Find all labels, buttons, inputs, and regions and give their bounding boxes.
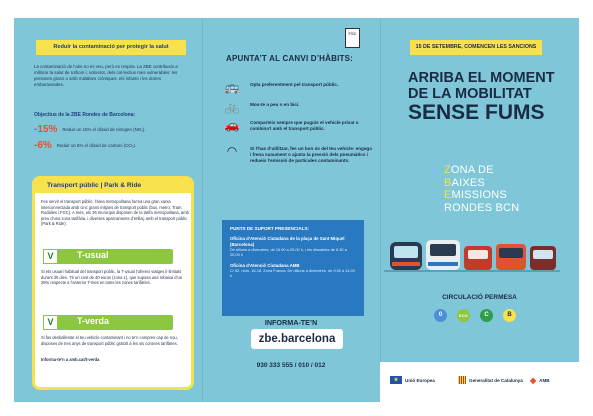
habit-item — [222, 80, 372, 94]
habit-text: Comparteix sempre que puguis el vehicle privat o combina’l amb el transport públic. — [250, 120, 359, 132]
panel-middle — [202, 18, 380, 402]
zbe-acronym — [444, 164, 519, 214]
headline-line: ARRIBA EL MOMENT — [408, 70, 555, 86]
zbe-line — [444, 164, 519, 177]
website-link[interactable]: zbe.barcelona — [251, 329, 343, 349]
objectives-title: Objectius de la ZBE Rondes de Barcelona: — [34, 112, 136, 118]
fsc-logo: FSC — [345, 28, 360, 48]
habit-text: Si l’has d’utilitzar, fes un bon ús del teu vehicle: engega i frena suaument o ajusta la pressió dels pneumàtics i redueix l’emissió de partícules contaminants. — [250, 146, 372, 164]
vehicles-illustration — [384, 232, 560, 274]
tverda-link[interactable]: Informa-te’n a amb.cat/t-verda — [41, 357, 100, 362]
habits-title: APUNTA’T AL CANVI D’HÀBITS: — [226, 54, 354, 63]
objective-pct: -6% — [34, 140, 52, 151]
habit-item — [222, 118, 372, 132]
bus-icon — [530, 246, 556, 270]
phone-numbers: 930 333 555 / 010 / 012 — [256, 362, 326, 369]
office-name: Oficina d’Atenció Ciutadana AMB — [230, 262, 300, 268]
zbe-line — [444, 177, 519, 190]
amb-logo — [530, 376, 550, 385]
panel-left — [14, 18, 202, 402]
support-title: PUNTS DE SUPORT PRESENCIALS: — [230, 226, 310, 231]
metro-icon — [464, 246, 492, 270]
office-hours: De dilluns a divendres, de 16.00 a 20.00 h, i els dissabtes de 8.30 a 20.00 h — [230, 247, 347, 258]
ticket-v-icon: V — [43, 249, 58, 264]
bus-icon: 🚌 — [224, 80, 240, 94]
habit-text: Opta preferentment pel transport públic. — [250, 82, 339, 87]
tverda-label: T-verda — [77, 316, 110, 326]
eu-logo-text: Unió Europea — [405, 377, 435, 383]
tusual-text: Si ets usuari habitual del transport públic, la T-usual t’ofereix viatges il·limitats durant 30 dies. Té un cost de 40 euros (zona 1), que suposa una rebaixa d’un 25% respecte a l’anterior T-mes en totes les zones tarifàries. — [41, 269, 183, 286]
habit-text: Mou-te a peu o en bici. — [250, 102, 300, 107]
car-icon: 🚗 — [224, 118, 240, 132]
train-icon — [390, 242, 422, 270]
office-name: Oficina d’Atenció Ciutadana de la plaça de Sant Miquel (Barcelona) — [230, 236, 345, 247]
zbe-rest: RONDES BCN — [444, 201, 520, 214]
tverda-ticket — [43, 315, 173, 330]
tram-icon — [426, 240, 460, 270]
info-label: INFORMA-TE’N — [264, 318, 318, 327]
tverda-text: Si fas desballestar el teu vehicle contaminant i no te’n compres cap de nou, disposes de tres anys de transport públic gratuït a les sis corones tarifàries. — [41, 335, 178, 346]
badge-c-icon: C — [480, 309, 493, 322]
zbe-line — [444, 202, 519, 215]
eu-flag-icon: ★ — [390, 376, 402, 384]
public-transport-title: Transport públic | Park & Ride — [35, 179, 191, 193]
headline — [408, 70, 568, 124]
zbe-rest: ONA DE — [450, 164, 494, 176]
amb-mark-icon: ◆ — [530, 376, 537, 385]
tusual-ticket — [43, 249, 173, 264]
eu-logo — [390, 376, 435, 384]
habit-item — [222, 144, 372, 165]
zbe-initial: B — [444, 176, 452, 189]
panel-cover — [380, 18, 579, 402]
badge-zero-icon: 0 — [434, 309, 447, 322]
support-points-box — [222, 220, 364, 316]
health-banner: Reduir la contaminació per protegir la salut — [36, 40, 186, 55]
generalitat-logo-text: Generalitat de Catalunya — [469, 377, 523, 383]
zbe-initial: E — [444, 189, 452, 201]
objective-pct: -15% — [34, 124, 58, 135]
allowed-circulation-title: CIRCULACIÓ PERMESA — [442, 294, 517, 301]
headline-line: SENSE FUMS — [408, 101, 545, 124]
bus-icon — [496, 244, 526, 270]
zbe-rest: MISSIONS — [451, 189, 507, 201]
emission-badges — [434, 309, 516, 322]
objective-text: Reduir un 15% el diòxid de nitrogen (NO₂). — [62, 127, 146, 132]
intro-text: La contaminació de l’aire no es veu, però es respira. La ZBE contribueix a millorar la salut de tothom i, sobretot, dels col·lectius més vulnerables: les persones grans o amb malalties cròniques, els infants i les dones embarassades. — [34, 64, 178, 87]
public-transport-text: Fes servir el transport públic: l’àrea metropolitana forma una gran xarxa interconnectada amb cinc grans mitjans de transport públic (bus, metro, Tram, Rodalies i FGC). A més, els 36 municipis disposen de la tarifa metropolitana, amb preu d’una zona tarifària, i diverses aparcaments d’enllaç amb el transport públic (Park & Ride). — [41, 199, 189, 227]
objective-text: Reduir un 6% el diòxid de carboni (CO₂). — [56, 143, 137, 148]
habit-item — [222, 100, 372, 114]
public-transport-box — [32, 176, 194, 390]
office-hours: C/ 62, núm. 16-18. Zona Franca. De dilluns a divendres, de 9.00 a 14.00 h — [230, 268, 356, 279]
generalitat-logo — [458, 376, 523, 384]
senyera-icon — [458, 376, 466, 384]
bicycle-icon: 🚲 — [224, 100, 240, 114]
brochure-sheet — [14, 18, 579, 402]
speedometer-icon: ◠ — [226, 144, 238, 158]
zbe-rest: AIXES — [451, 176, 485, 189]
tusual-label: T-usual — [77, 250, 109, 260]
badge-eco-icon: ECO — [457, 309, 470, 322]
zbe-initial: Z — [444, 164, 451, 176]
objective-no2 — [34, 124, 146, 135]
ticket-v-icon: V — [43, 315, 58, 330]
zbe-line — [444, 189, 519, 202]
objective-co2 — [34, 140, 136, 151]
badge-b-icon: B — [503, 309, 516, 322]
amb-logo-text: AMB — [539, 378, 550, 383]
headline-line: DE LA MOBILITAT — [408, 86, 532, 102]
date-banner: 15 DE SETEMBRE, COMENCEN LES SANCIONS — [410, 40, 542, 55]
sponsor-footer — [380, 362, 579, 402]
